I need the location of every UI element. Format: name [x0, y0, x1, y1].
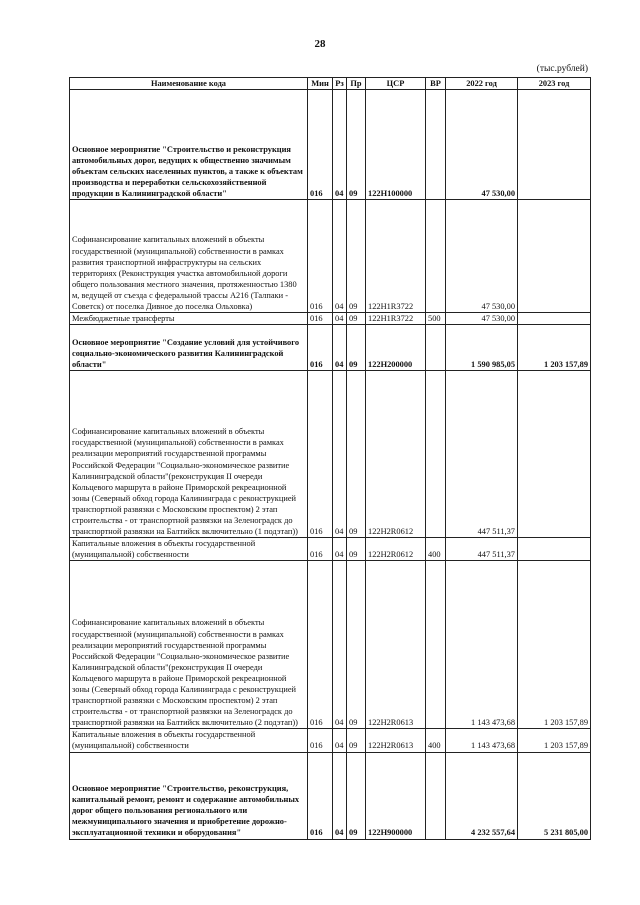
row-pr: 09 [347, 90, 366, 200]
row-vr [426, 325, 446, 371]
row-pr: 09 [347, 371, 366, 538]
row-2023 [518, 200, 591, 313]
row-vr [426, 371, 446, 538]
row-csr: 122Н900000 [366, 752, 426, 839]
row-2023 [518, 538, 591, 561]
row-2023 [518, 371, 591, 538]
row-min: 016 [308, 752, 333, 839]
row-2022: 447 511,37 [446, 371, 518, 538]
row-csr: 122Н2R0612 [366, 371, 426, 538]
row-name: Капитальные вложения в объекты государственной (муниципальной) собственности [70, 729, 308, 752]
row-pr: 09 [347, 752, 366, 839]
row-name: Софинансирование капитальных вложений в объекты государственной (муниципальной) собственности в рамках развития транспортной инфраструктуры на сельских территориях (Реконструкция участка автомобильной дороги общего пользования местного значения, протяженностью 1380 м, ведущей от съезда с федеральной трассы А216 (Талпаки - Советск) от поселка Дивное до поселка Ольховка) [70, 200, 308, 313]
row-2022: 1 590 985,05 [446, 325, 518, 371]
row-csr: 122Н2R0613 [366, 729, 426, 752]
table-row [70, 90, 591, 200]
row-rz: 04 [333, 371, 347, 538]
row-csr: 122Н2R0612 [366, 538, 426, 561]
row-rz: 04 [333, 729, 347, 752]
row-vr [426, 561, 446, 729]
row-2023: 5 231 805,00 [518, 752, 591, 839]
row-rz: 04 [333, 752, 347, 839]
row-min: 016 [308, 90, 333, 200]
row-vr: 400 [426, 729, 446, 752]
row-csr: 122Н2R0613 [366, 561, 426, 729]
row-min: 016 [308, 371, 333, 538]
row-rz: 04 [333, 90, 347, 200]
row-vr: 400 [426, 538, 446, 561]
budget-table [69, 77, 591, 840]
header-pr: Пр [347, 78, 366, 90]
row-rz: 04 [333, 200, 347, 313]
header-vr: ВР [426, 78, 446, 90]
row-csr: 122Н100000 [366, 90, 426, 200]
row-pr: 09 [347, 325, 366, 371]
row-2022: 1 143 473,68 [446, 729, 518, 752]
table-row [70, 538, 591, 561]
row-rz: 04 [333, 538, 347, 561]
row-csr: 122Н200000 [366, 325, 426, 371]
header-2023: 2023 год [518, 78, 591, 90]
row-pr: 09 [347, 538, 366, 561]
table-row [70, 325, 591, 371]
row-2023: 1 203 157,89 [518, 729, 591, 752]
header-2022: 2022 год [446, 78, 518, 90]
table-row [70, 200, 591, 313]
page-number: 28 [314, 38, 326, 50]
row-rz: 04 [333, 325, 347, 371]
row-min: 016 [308, 313, 333, 325]
row-2023 [518, 90, 591, 200]
row-2023: 1 203 157,89 [518, 561, 591, 729]
row-vr [426, 90, 446, 200]
row-name: Основное мероприятие "Строительство и реконструкция автомобильных дорог, ведущих к общественно значимым объектам сельских населенных пунктов, а также к объектам производства и переработки сельскохозяйственной продукции в Калининградской области" [70, 90, 308, 200]
table-row [70, 729, 591, 752]
table-row [70, 561, 591, 729]
row-name: Основное мероприятие "Создание условий для устойчивого социально-экономического развития Калининградской области" [70, 325, 308, 371]
row-pr: 09 [347, 200, 366, 313]
units-label: (тыс.рублей) [536, 64, 588, 74]
row-2023 [518, 313, 591, 325]
row-rz: 04 [333, 313, 347, 325]
row-name: Софинансирование капитальных вложений в объекты государственной (муниципальной) собственности в рамках реализации мероприятий государственной программы Российской Федерации "Социально-экономическое развитие Калининградской области"(реконструкция II очереди Кольцевого маршрута в районе Приморской рекреационной зоны (Северный обход города Калининграда с реконструкцией транспортной развязки с Московским проспектом) 2 этап строительства - от транспортной развязки на Зеленоградск до транспортной развязки на Балтийск включительно (1 подэтап)) [70, 371, 308, 538]
row-vr [426, 200, 446, 313]
row-name: Капитальные вложения в объекты государственной (муниципальной) собственности [70, 538, 308, 561]
table-row [70, 752, 591, 839]
row-2023: 1 203 157,89 [518, 325, 591, 371]
header-name: Наименование кода [70, 78, 308, 90]
row-min: 016 [308, 729, 333, 752]
row-name: Межбюджетные трансферты [70, 313, 308, 325]
row-2022: 47 530,00 [446, 90, 518, 200]
row-min: 016 [308, 200, 333, 313]
row-vr [426, 752, 446, 839]
row-min: 016 [308, 325, 333, 371]
row-pr: 09 [347, 729, 366, 752]
row-pr: 09 [347, 313, 366, 325]
row-vr: 500 [426, 313, 446, 325]
table-row [70, 371, 591, 538]
row-csr: 122Н1R3722 [366, 313, 426, 325]
table-row [70, 313, 591, 325]
table-header-row [70, 78, 591, 90]
row-2022: 4 232 557,64 [446, 752, 518, 839]
row-pr: 09 [347, 561, 366, 729]
row-2022: 47 530,00 [446, 200, 518, 313]
header-rz: Рз [333, 78, 347, 90]
row-2022: 447 511,37 [446, 538, 518, 561]
row-name: Софинансирование капитальных вложений в объекты государственной (муниципальной) собственности в рамках реализации мероприятий государственной программы Российской Федерации "Социально-экономическое развитие Калининградской области"(реконструкция II очереди Кольцевого маршрута в районе Приморской рекреационной зоны (Северный обход города Калининграда с реконструкцией транспортной развязки с Московским проспектом) 2 этап строительства - от транспортной развязки на Зеленоградск до транспортной развязки на Балтийск включительно (2 подэтап)) [70, 561, 308, 729]
row-2022: 47 530,00 [446, 313, 518, 325]
row-min: 016 [308, 561, 333, 729]
header-csr: ЦСР [366, 78, 426, 90]
row-min: 016 [308, 538, 333, 561]
header-min: Мин [308, 78, 333, 90]
row-name: Основное мероприятие "Строительство, реконструкция, капитальный ремонт, ремонт и содержание автомобильных дорог общего пользования регионального или межмуниципального значения и приобретение дорожно-эксплуатационной техники и оборудования" [70, 752, 308, 839]
row-2022: 1 143 473,68 [446, 561, 518, 729]
table-body [70, 90, 591, 839]
row-rz: 04 [333, 561, 347, 729]
row-csr: 122Н1R3722 [366, 200, 426, 313]
